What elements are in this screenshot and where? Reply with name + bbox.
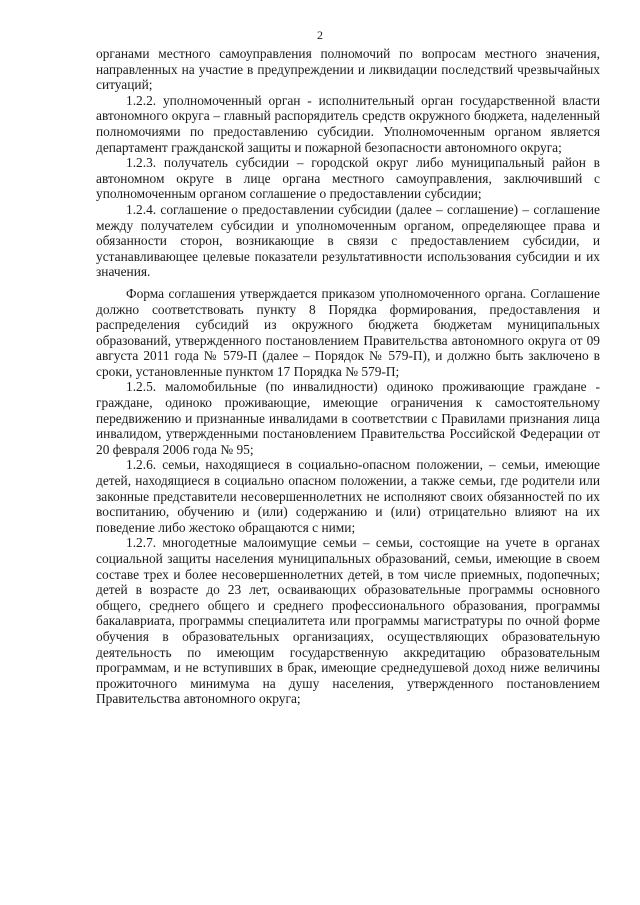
paragraph-1-2-7: 1.2.7. многодетные малоимущие семьи – семьи, состоящие на учете в органах социальной защиты населения муниципальных образований, семьи, имеющие в своем составе трех и более несовершеннолетних детей, в том числе приемных, подопечных; детей в возрасте до 23 лет, осваивающих образовательные программы основного общего, среднего общего и среднего профессионального образования, программы бакалавриата, программы специалитета или программы магистратуры по очной форме обучения в образовательных организациях, осуществляющих образовательную деятельность по имеющим государственную аккредитацию образовательным программам, и не вступивших в брак, имеющие среднедушевой доход ниже величины прожиточного минимума на душу населения, утвержденного постановлением Правительства автономного округа; — [96, 535, 600, 707]
paragraph-1-2-3: 1.2.3. получатель субсидии – городской округ либо муниципальный район в автономном округе в лице органа местного самоуправления, заключивший с уполномоченным органом соглашение о предоставлении субсидии; — [96, 155, 600, 202]
paragraph-1-2-6: 1.2.6. семьи, находящиеся в социально-опасном положении, – семьи, имеющие детей, находящиеся в социально опасном положении, а также семьи, где родители или законные представители несовершеннолетних не исполняют своих обязанностей по их воспитанию, обучению и (или) содержанию и (или) отрицательно влияют на их поведение либо жестоко обращаются с ними; — [96, 457, 600, 535]
paragraph-1-2-4: 1.2.4. соглашение о предоставлении субсидии (далее – соглашение) – соглашение между получателем субсидии и уполномоченным органом, определяющее права и обязанности сторон, возникающие в связи с предоставлением субсидии, и устанавливающее целевые показатели результативности использования субсидии и их значения. — [96, 201, 600, 280]
page-number: 2 — [317, 28, 323, 42]
paragraph-1-2-2: 1.2.2. уполномоченный орган - исполнительный орган государственной власти автономного округа – главный распорядитель средств окружного бюджета, наделенный полномочиями по предоставлению субсидии. Уполномоченным органом является департамент гражданской защиты и пожарной безопасности автономного округа; — [96, 92, 600, 155]
paragraph-1-2-5: 1.2.5. маломобильные (по инвалидности) одиноко проживающие граждане - граждане, одиноко проживающие, имеющие ограничения к самостоятельному передвижению и признанные инвалидами в соответствии с Правилами признания лица инвалидом, утвержденными постановлением Правительства Российской Федерации от 20 февраля 2006 года № 95; — [96, 379, 600, 457]
document-body — [96, 46, 600, 707]
paragraph-agreement-form: Форма соглашения утверждается приказом уполномоченного органа. Соглашение должно соответствовать пункту 8 Порядка формирования, предоставления и распределения субсидий из окружного бюджета бюджетам муниципальных образований, утвержденного постановлением Правительства автономного округа от 09 августа 2011 года № 579-П (далее – Порядок № 579-П), и должно быть заключено в сроки, установленные пунктом 17 Порядка № 579-П; — [96, 285, 600, 379]
paragraph-continuation: органами местного самоуправления полномочий по вопросам местного значения, направленных на участие в предупреждении и ликвидации последствий чрезвычайных ситуаций; — [96, 46, 600, 93]
